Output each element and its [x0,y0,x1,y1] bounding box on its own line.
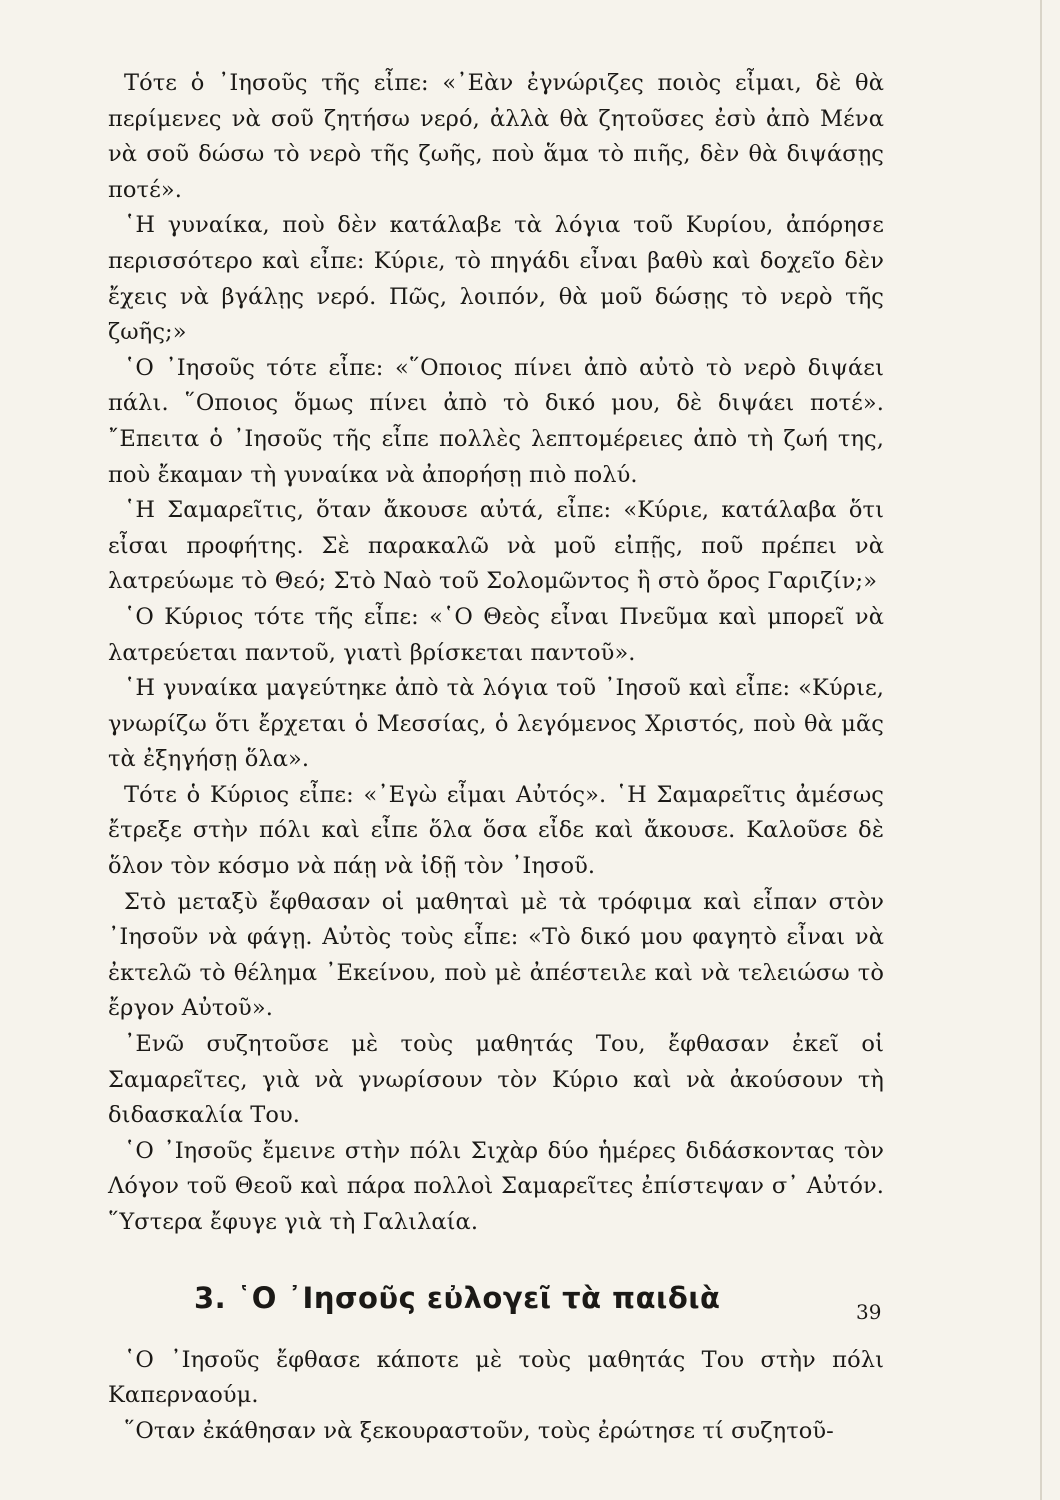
paragraph: Τότε ὁ Κύριος εἶπε: «᾿Εγὼ εἶμαι Αὐτός». ῾Η Σαμαρεῖτις ἀμέσως ἔτρεξε στὴν πόλι καὶ εἶπε ὅλα ὅσα εἶδε καὶ ἄκουσε. Καλοῦσε δὲ ὅλον τὸν κόσμο νὰ πάῃ νὰ ἰδῇ τὸν ᾿Ιησοῦ. [108,781,884,880]
page-edge-divider [1040,0,1042,1500]
top-text-block [108,66,884,1241]
paragraph: ῾Ο Κύριος τότε τῆς εἶπε: «῾Ο Θεὸς εἶναι Πνεῦμα καὶ μπορεῖ νὰ λατρεύεται παντοῦ, γιατὶ βρίσκεται παντοῦ». [108,603,884,666]
paragraph: ῾Ο ᾿Ιησοῦς ἔμεινε στὴν πόλι Σιχὰρ δύο ἡμέρες διδάσκοντας τὸν Λόγον τοῦ Θεοῦ καὶ πάρα πολλοὶ Σαμαρεῖτες ἐπίστεψαν σ᾿ Αὐτόν. ῞Υστερα ἔφυγε γιὰ τὴ Γαλιλαία. [108,1137,884,1235]
bottom-text-block [108,1343,884,1450]
paragraph: ῾Η γυναίκα, ποὺ δὲν κατάλαβε τὰ λόγια τοῦ Κυρίου, ἀπόρησε περισσότερο καὶ εἶπε: Κύριε, τὸ πηγάδι εἶναι βαθὺ καὶ δοχεῖο δὲν ἔχεις νὰ βγάλῃς νερό. Πῶς, λοιπόν, θὰ μοῦ δώσῃς τὸ νερὸ τῆς ζωῆς;» [108,212,884,346]
paragraph: ῾Ο ᾿Ιησοῦς τότε εἶπε: «῞Οποιος πίνει ἀπὸ αὐτὸ τὸ νερὸ διψάει πάλι. ῞Οποιος ὅμως πίνει ἀπὸ τὸ δικό μου, δὲ διψάει ποτέ». ῎Επειτα ὁ ᾿Ιησοῦς τῆς εἶπε πολλὲς λεπτομέρειες ἀπὸ τὴ ζωή της, ποὺ ἔκαμαν τὴ γυναίκα νὰ ἀπορήσῃ πιὸ πολύ. [108,354,884,488]
paragraph: ῾Ο ᾿Ιησοῦς ἔφθασε κάποτε μὲ τοὺς μαθητάς Του στὴν πόλι Καπερναούμ. [108,1346,884,1409]
page-number: 39 [856,1300,882,1324]
paragraph: ῾Η Σαμαρεῖτις, ὅταν ἄκουσε αὐτά, εἶπε: «Κύριε, κατάλαβα ὅτι εἶσαι προφήτης. Σὲ παρακαλῶ νὰ μοῦ εἰπῇς, ποῦ πρέπει νὰ λατρεύωμε τὸ Θεό; Στὸ Ναὸ τοῦ Σολομῶντος ἢ στὸ ὄρος Γαριζίν;» [108,497,884,595]
paragraph: ῾Η γυναίκα μαγεύτηκε ἀπὸ τὰ λόγια τοῦ ᾿Ιησοῦ καὶ εἶπε: «Κύριε, γνωρίζω ὅτι ἔρχεται ὁ Μεσσίας, ὁ λεγόμενος Χριστός, ποὺ θὰ μᾶς τὰ ἐξηγήσῃ ὅλα». [108,675,884,773]
paragraph: ᾿Ενῶ συζητοῦσε μὲ τοὺς μαθητάς Του, ἔφθασαν ἐκεῖ οἱ Σαμαρεῖτες, γιὰ νὰ γνωρίσουν τὸν Κύριο καὶ νὰ ἀκούσουν τὴ διδασκαλία Του. [108,1031,884,1129]
paragraph: ῞Οταν ἐκάθησαν νὰ ξεκουραστοῦν, τοὺς ἐρώτησε τί συζητοῦ- [124,1417,834,1444]
section-heading: 3. ῾Ο ᾿Ιησοῦς εὐλογεῖ τὰ παιδιὰ [194,1280,721,1315]
paragraph: Τότε ὁ ᾿Ιησοῦς τῆς εἶπε: «᾿Εὰν ἐγνώριζες ποιὸς εἶμαι, δὲ θὰ περίμενες νὰ σοῦ ζητήσω νερό, ἀλλὰ θὰ ζητοῦσες ἐσὺ ἀπὸ Μένα νὰ σοῦ δώσω τὸ νερὸ τῆς ζωῆς, ποὺ ἅμα τὸ πιῆς, δὲν θὰ διψάσῃς ποτέ». [108,70,884,203]
paragraph: Στὸ μεταξὺ ἔφθασαν οἱ μαθηταὶ μὲ τὰ τρόφιμα καὶ εἶπαν στὸν ᾿Ιησοῦν νὰ φάγῃ. Αὐτὸς τοὺς εἶπε: «Τὸ δικό μου φαγητὸ εἶναι νὰ ἐκτελῶ τὸ θέλημα ᾿Εκείνου, ποὺ μὲ ἀπέστειλε καὶ νὰ τελειώσω τὸ ἔργον Αὐτοῦ». [108,888,884,1022]
